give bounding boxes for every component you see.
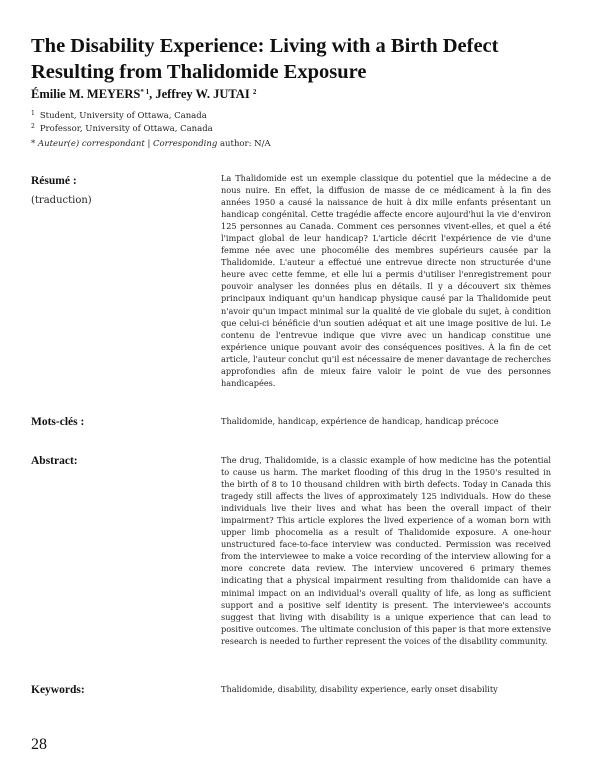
affiliation-1 — [31, 110, 207, 121]
corresponding-label-en: Corresponding — [153, 139, 218, 149]
corresponding-rest: author: N/A — [217, 139, 271, 149]
affiliation-1-number: 1 — [31, 110, 35, 117]
abstract-text: The drug, Thalidomide, is a classic example of how medicine has the potential to cause us harm. The market flooding of this drug in the 1950's resulted in the birth of 8 to 10 thousand children with birth defects. Today in Canada this tragedy still affects the lives of approximately 125 individuals. How do these individuals live their lives and what has been the overall impact of their impairment? This article explores the lived experience of a woman born with upper limb phocomelia as a result of Thalidomide exposure. A one-hour unstructured face-to-face interview was conducted. Permission was received from the interviewee to make a voice recording of the interview allowing for a more concrete data review. The interview uncovered 6 primary themes indicating that a physical impairment resulting from thalidomide can have a minimal impact on an individual's overall quality of life, as long as sufficient support and a positive self identity is present. The interviewee's accounts suggest that living with disability is a unique experience that can lead to positive outcomes. The ultimate conclusion of this paper is that more extensive research is needed to further represent the voices of the disability community. — [221, 455, 551, 646]
affiliation-1-text: Student, University of Ottawa, Canada — [39, 111, 207, 121]
resume-sublabel: (traduction) — [31, 195, 92, 206]
author-1: Émilie M. MEYERS — [31, 87, 141, 101]
author-2: Jeffrey W. JUTAI — [155, 87, 250, 101]
author-1-marks: * 1 — [140, 88, 150, 96]
author-2-marks: 2 — [252, 88, 257, 96]
corresponding-separator: | — [144, 139, 154, 149]
resume-label: Résumé : — [31, 175, 77, 187]
affiliation-2-text: Professor, University of Ottawa, Canada — [39, 124, 213, 134]
corresponding-label-fr: * Auteur(e) correspondant — [31, 139, 145, 149]
affiliation-2 — [31, 123, 213, 134]
abstract-label: Abstract: — [31, 455, 78, 467]
keywords-text: Thalidomide, disability, disability experience, early onset disability — [221, 684, 498, 694]
keywords-label: Keywords: — [31, 684, 85, 696]
mots-cles-label: Mots-clés : — [31, 416, 85, 428]
page-number: 28 — [31, 736, 47, 753]
resume-text: La Thalidomide est un exemple classique du potentiel que la médecine a de nous nuire. En effet, la diffusion de masse de ce médicament à la fin des années 1950 a causé la naissance de huit à dix mille enfants présentant un handicap congénital. Cette tragédie affecte encore aujourd'hui la vie d'environ 125 personnes au Canada. Comment ces personnes vivent-elles, et quel a été l'impact global de leur handicap? L'article décrit l'expérience de vie d'une femme née avec une phocomélie des membres supérieurs causée par la Thalidomide. L'auteur a effectué une entrevue directe non structurée d'une heure avec cette femme, et elle lui a permis d'utiliser l'enregistrement pour pouvoir analyser les données plus en détails. Il y a découvert six thèmes principaux indiquant qu'un handicap physique causé par la Thalidomide peut n'avoir qu'un impact minimal sur la qualité de vie globale du sujet, à condition que celui-ci bénéficie d'un soutien adéquat et ait une image positive de lui. Le contenu de l'entrevue indique que vivre avec un handicap constitue une expérience unique pouvant avoir des conséquences positives. À la fin de cet article, l'auteur conclut qu'il est nécessaire de mener davantage de recherches approfondies afin de mieux faire valoir le point de vue des personnes handicapées. — [221, 173, 551, 388]
article-title: The Disability Experience: Living with a Birth Defect Resulting from Thalidomide Exposure — [31, 35, 499, 83]
affiliation-2-number: 2 — [31, 123, 35, 130]
author-separator: , — [149, 87, 156, 101]
mots-cles-text: Thalidomide, handicap, expérience de handicap, handicap précoce — [221, 416, 499, 426]
author-line — [31, 87, 256, 102]
corresponding-author-line — [31, 139, 271, 149]
